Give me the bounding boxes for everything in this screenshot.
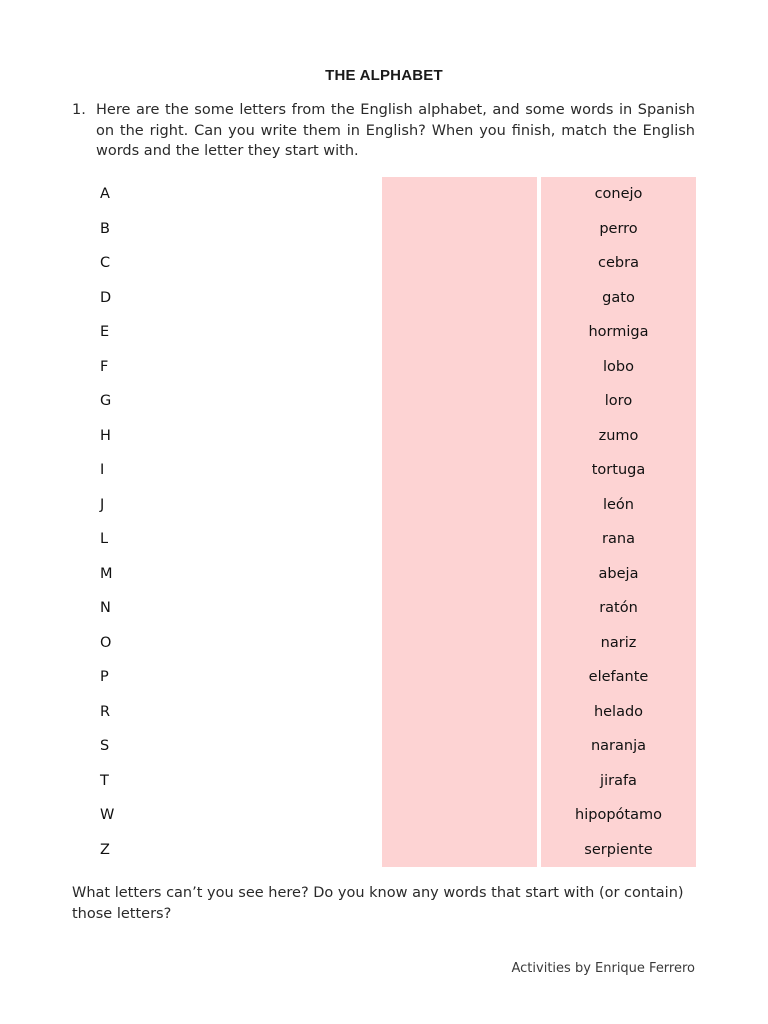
alphabet-letter: P	[100, 669, 109, 685]
spanish-word: perro	[599, 220, 638, 237]
table-row	[72, 557, 696, 592]
alphabet-letter: I	[100, 462, 105, 478]
alphabet-letter: F	[100, 358, 109, 375]
table-row	[72, 453, 696, 488]
alphabet-letter: G	[100, 393, 112, 409]
table-row	[72, 419, 696, 454]
alphabet-letter: O	[100, 634, 112, 651]
alphabet-letter: R	[100, 703, 111, 720]
table-row	[72, 246, 696, 281]
instruction	[72, 100, 695, 162]
alphabet-letter: B	[100, 220, 110, 237]
table-row	[72, 522, 696, 557]
author-credit: Activities by Enrique Ferrero	[511, 961, 695, 976]
spanish-word: jirafa	[600, 772, 637, 789]
instruction-text: Here are the some letters from the English alphabet, and some words in Spanish on the right. Can you write them in English? When you finish, match the English words and the letter they start with.	[96, 102, 695, 159]
table-row	[72, 212, 696, 247]
table-row	[72, 591, 696, 626]
spanish-word: elefante	[588, 669, 649, 685]
table-row	[72, 177, 696, 212]
alphabet-letter: A	[100, 186, 110, 202]
spanish-word: serpiente	[584, 841, 653, 858]
spanish-word: zumo	[598, 427, 639, 444]
alphabet-letter: J	[100, 496, 105, 513]
spanish-word: loro	[604, 393, 633, 409]
instruction-number: 1.	[72, 102, 86, 118]
alphabet-letter: C	[100, 255, 111, 271]
alphabet-letter: H	[100, 427, 111, 444]
table-row	[72, 660, 696, 695]
table-row	[72, 281, 696, 316]
spanish-word: helado	[593, 703, 644, 720]
alphabet-letter: S	[100, 738, 110, 754]
table-row	[72, 695, 696, 730]
spanish-word: gato	[602, 289, 635, 306]
table-row	[72, 764, 696, 799]
page-title: THE ALPHABET	[325, 67, 443, 84]
alphabet-letter: E	[100, 324, 110, 340]
spanish-word: lobo	[603, 358, 634, 375]
spanish-word: león	[602, 496, 634, 513]
table-row	[72, 384, 696, 419]
spanish-word: hipopótamo	[575, 807, 662, 823]
alphabet-letter: W	[100, 807, 115, 823]
spanish-word: cebra	[598, 255, 639, 271]
alphabet-letter: T	[100, 772, 109, 789]
spanish-word: rana	[602, 531, 635, 547]
table-row	[72, 315, 696, 350]
alphabet-letter: M	[100, 565, 113, 582]
alphabet-letter: D	[100, 289, 112, 306]
table-row	[72, 729, 696, 764]
spanish-word: nariz	[600, 634, 637, 651]
table-row	[72, 488, 696, 523]
spanish-word: naranja	[590, 738, 647, 754]
table-row	[72, 350, 696, 385]
spanish-word: conejo	[594, 186, 643, 202]
alphabet-letter: N	[100, 600, 111, 616]
spanish-word: ratón	[599, 600, 638, 616]
table-row	[72, 798, 696, 833]
follow-up-question: What letters can’t you see here? Do you know any words that start with (or contain) those letters?	[72, 885, 684, 922]
spanish-word: tortuga	[591, 462, 646, 478]
alphabet-letter: L	[100, 531, 109, 547]
table-row	[72, 833, 696, 868]
table-row	[72, 626, 696, 661]
spanish-word: abeja	[598, 565, 639, 582]
alphabet-letter: Z	[100, 841, 110, 858]
spanish-word: hormiga	[588, 324, 649, 340]
worksheet-table	[72, 177, 696, 867]
